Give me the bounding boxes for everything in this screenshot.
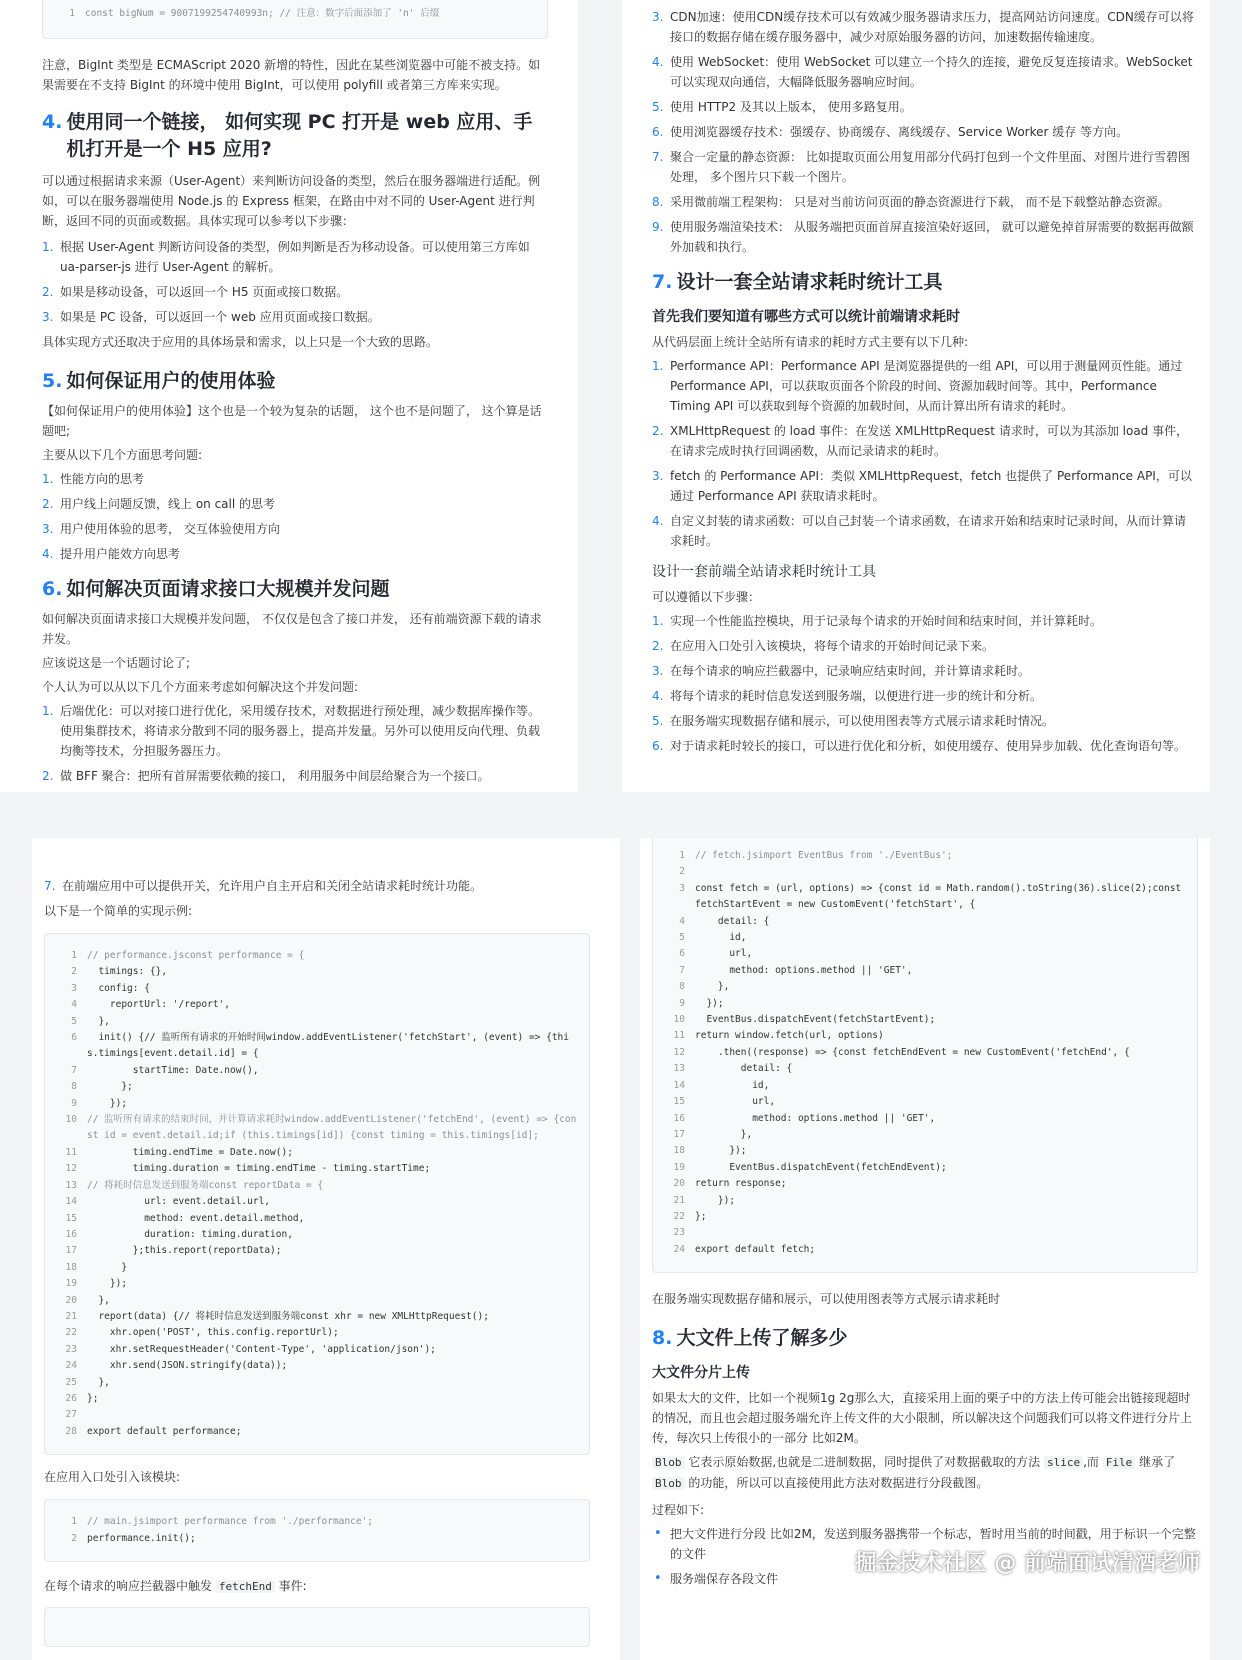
line-number: 19 xyxy=(65,1278,77,1290)
section-6-list xyxy=(42,701,548,786)
section-7-para: 从代码层面上统计全站所有请求的耗时方式主要有以下几种: xyxy=(652,335,969,349)
code-text xyxy=(87,1407,579,1423)
line-number: 11 xyxy=(673,1030,685,1042)
article-panel-bottom-left xyxy=(32,838,620,1660)
code-line xyxy=(663,1078,1187,1094)
section-6-list-continued xyxy=(652,7,1196,257)
code-text: }); xyxy=(695,997,724,1009)
code-text: xhr.open('POST', this.config.reportUrl); xyxy=(87,1327,339,1339)
line-number: 2 xyxy=(679,866,685,878)
code-text: detail: { xyxy=(695,1063,793,1075)
section-7-list-a xyxy=(652,356,1196,551)
code-block-main xyxy=(44,1499,590,1562)
code-line xyxy=(55,1293,579,1309)
code-line xyxy=(55,1358,579,1374)
line-number: 2 xyxy=(71,966,77,978)
code-line xyxy=(55,997,579,1013)
code-text: }, xyxy=(87,1015,110,1027)
code-text: .then((response) => {const fetchEndEvent = new CustomEvent('fetchEnd', { xyxy=(695,1046,1130,1058)
list-item: • 把大文件进行分段 比如2M，发送到服务器携带一个标志，暂时用当前的时间戳，用于标识一个完整的文件 xyxy=(654,1526,1196,1562)
code-line xyxy=(55,1325,579,1341)
article-panel-top-left xyxy=(0,0,578,792)
line-number: 24 xyxy=(673,1243,685,1255)
code-line xyxy=(663,914,1187,930)
code-text: }); xyxy=(87,1278,128,1290)
section-7-heading: 7. 设计一套全站请求耗时统计工具 xyxy=(652,271,943,293)
code-text: } xyxy=(87,1261,128,1273)
code-line xyxy=(55,1079,579,1095)
section-5-para: 【如何保证用户的使用体验】这个也是一个较为复杂的话题， 这个也不是问题了， 这个算是话题吧; xyxy=(42,404,542,439)
code-text: method: options.method || 'GET', xyxy=(695,964,913,976)
section-4-list xyxy=(42,237,548,327)
list-item: 4. 自定义封装的请求函数：可以自己封装一个请求函数，在请求开始和结束时记录时间，从而计算请求耗时。 xyxy=(652,514,1187,548)
list-item: 3. 如果是 PC 设备，可以返回一个 web 应用页面或接口数据。 xyxy=(42,310,380,325)
line-number: 26 xyxy=(65,1392,77,1404)
code-text: }); xyxy=(695,1145,747,1157)
line-number: 11 xyxy=(65,1146,77,1158)
code-text: url, xyxy=(695,1096,776,1108)
line-number: 9 xyxy=(71,1097,77,1109)
list-item: 3. CDN加速：使用CDN缓存技术可以有效减少服务器请求压力，提高网站访问速度。CDN缓存可以将接口的数据存储在缓存服务器中，减少对原始服务器的访问，加速数据传输速度。 xyxy=(652,10,1194,44)
section-5-heading: 5. 如何保证用户的使用体验 xyxy=(42,370,276,393)
code-line xyxy=(55,1211,579,1227)
list-item: 2. 如果是移动设备，可以返回一个 H5 页面或接口数据。 xyxy=(42,285,349,300)
line-number: 23 xyxy=(65,1343,77,1355)
code-line xyxy=(55,948,579,964)
line-number: 3 xyxy=(71,982,77,994)
code-text: const fetch = (url, options) => {const id = Math.random().toString(36).slice(2);const fetchStartEvent = new CustomEvent('fetchStart', { xyxy=(695,882,1187,911)
code-text: performance.init(); xyxy=(87,1532,196,1544)
article-panel-top-right xyxy=(622,0,1210,792)
code-text: init() {// 监听所有请求的开始时间window.addEventListener('fetchStart', (event) => {this.timings[event.detail.id] = { xyxy=(87,1032,570,1060)
code-text xyxy=(695,1225,1187,1241)
code-text: url, xyxy=(695,948,753,960)
line-number: 14 xyxy=(673,1079,685,1091)
line-number: 17 xyxy=(673,1128,685,1140)
code-text: // fetch.jsimport EventBus from './EventBus'; xyxy=(695,850,953,861)
list-item: 8. 采用微前端工程架构： 只是对当前访问页面的静态资源进行下载， 而不是下载整站静态资源。 xyxy=(652,195,1170,209)
code-line xyxy=(55,1375,579,1391)
list-item: 5. 在服务端实现数据存储和展示，可以使用图表等方式展示请求耗时情况。 xyxy=(652,714,1055,728)
code-line xyxy=(663,864,1187,880)
line-number: 5 xyxy=(679,932,685,944)
line-number: 1 xyxy=(679,850,685,861)
line-number: 21 xyxy=(65,1310,77,1322)
code-text: config: { xyxy=(87,982,150,994)
line-number: 9 xyxy=(679,997,685,1009)
code-block-performance xyxy=(44,933,590,1455)
list-item: 2. 用户线上问题反馈，线上 on call 的思考 xyxy=(42,497,276,512)
code-line xyxy=(663,848,1187,864)
line-number: 10 xyxy=(65,1114,77,1126)
code-line xyxy=(55,981,579,997)
list-item: 1. Performance API：Performance API 是浏览器提供的一组 API，可以用于测量网页性能。通过 Performance API，可以获取页面各个阶段的时间、资源加载时间等。其中，Performance Timing API 可以获取到每个资源的加载时间，从而计算出所有请求的耗时。 xyxy=(652,359,1183,413)
line-number: 13 xyxy=(65,1179,77,1191)
line-number: 17 xyxy=(65,1245,77,1257)
line-number: 1 xyxy=(71,1516,77,1528)
code-line: 1 const bigNum = 9007199254740993n; // 注意：数字后面添加了 'n' 后缀 xyxy=(69,8,440,19)
list-item: 7. 在前端应用中可以提供开关，允许用户自主开启和关闭全站请求耗时统计功能。 xyxy=(44,879,483,893)
code-text: id, xyxy=(695,1079,770,1091)
line-number: 15 xyxy=(673,1096,685,1108)
list-item: 6. 使用浏览器缓存技术：强缓存、协商缓存、离线缓存、Service Worker 缓存 等方向。 xyxy=(652,125,1129,139)
code-line xyxy=(663,1111,1187,1127)
line-number: 15 xyxy=(65,1212,77,1224)
section-8-para-blob: Blob 它表示原始数据,也就是二进制数据，同时提供了对数据截取的方法 slice ,而 File 继承了 Blob 的功能，所以可以直接使用此方法对数据进行分段截图。 xyxy=(652,1452,1198,1494)
code-line xyxy=(55,1030,579,1063)
code-text: report(data) {// 将耗时信息发送到服务端const xhr = new XMLHttpRequest(); xyxy=(87,1310,489,1322)
line-number: 7 xyxy=(679,964,685,976)
list-item: 4. 提升用户能效方向思考 xyxy=(42,547,181,562)
line-number: 28 xyxy=(65,1425,77,1437)
article-panel-bottom-right xyxy=(640,838,1210,1660)
code-line xyxy=(663,1193,1187,1209)
line-number: 8 xyxy=(71,1081,77,1093)
code-line xyxy=(663,996,1187,1012)
line-number: 22 xyxy=(673,1210,685,1222)
section-6-para: 个人认为可以从以下几个方面来考虑如何解决这个并发问题: xyxy=(42,680,359,695)
code-text: timing.endTime = Date.now(); xyxy=(87,1146,293,1158)
list-item: 1. 后端优化：可以对接口进行优化，采用缓存技术，对数据进行预处理，减少数据库操作等。使用集群技术，将请求分散到不同的服务器上，提高并发量。另外可以使用反向代理、负载均衡等技术，分担服务器压力。 xyxy=(42,704,541,759)
section-6-heading: 6. 如何解决页面请求接口大规模并发问题 xyxy=(42,578,390,601)
code-text: // main.jsimport performance from './performance'; xyxy=(87,1516,373,1528)
code-text: timing.duration = timing.endTime - timing.startTime; xyxy=(87,1163,431,1175)
code-block-fetch xyxy=(652,838,1198,1273)
list-item: 3. 在每个请求的响应拦截器中，记录响应结束时间，并计算请求耗时。 xyxy=(652,664,1031,678)
code-text: return window.fetch(url, options) xyxy=(695,1030,884,1042)
code-line xyxy=(663,881,1187,914)
code-block-partial xyxy=(44,1607,590,1647)
code-line xyxy=(55,1194,579,1210)
line-number: 4 xyxy=(679,915,685,927)
code-text: EventBus.dispatchEvent(fetchStartEvent); xyxy=(695,1014,936,1026)
code-line xyxy=(55,1407,579,1423)
list-item: 3. fetch 的 Performance API：类似 XMLHttpRequest，fetch 也提供了 Performance API，可以通过 Performance API 获取请求耗时。 xyxy=(652,469,1192,503)
line-number: 2 xyxy=(71,1532,77,1544)
section-4-heading: 4. 使用同一个链接， 如何实现 PC 打开是 web 应用、手机打开是一个 H5 应用? xyxy=(42,111,533,161)
list-item: 7. 聚合一定量的静态资源： 比如提取页面公用复用部分代码打包到一个文件里面、对图片进行雪碧图处理， 多个图片只下载一个图片。 xyxy=(652,150,1190,184)
code-text xyxy=(695,864,1187,880)
code-text: method: event.detail.method, xyxy=(87,1212,305,1224)
code-text: xhr.setRequestHeader('Content-Type', 'application/json'); xyxy=(87,1343,436,1355)
line-number: 12 xyxy=(673,1046,685,1058)
section-6-para: 应该说这是一个话题讨论了; xyxy=(42,656,191,671)
list-item: 2. 在应用入口处引入该模块，将每个请求的开始时间记录下来。 xyxy=(652,639,995,653)
list-item: 6. 对于请求耗时较长的接口，可以进行优化和分析，如使用缓存、使用异步加载、优化查询语句等。 xyxy=(652,739,1187,753)
code-line xyxy=(55,1531,579,1547)
code-line xyxy=(663,1176,1187,1192)
section-4-outro: 具体实现方式还取决于应用的具体场景和需求，以上只是一个大致的思路。 xyxy=(42,335,439,350)
code-text: xhr.send(JSON.stringify(data)); xyxy=(87,1360,288,1372)
line-number: 6 xyxy=(679,948,685,960)
list-item: 9. 使用服务端渲染技术： 从服务端把页面首屏直接渲染好返回， 就可以避免掉首屏需要的数据再做额外加载和执行。 xyxy=(652,220,1194,254)
code-line xyxy=(55,1014,579,1030)
code-line xyxy=(55,1391,579,1407)
code-line xyxy=(663,1143,1187,1159)
line-number: 20 xyxy=(65,1294,77,1306)
code-text: // performance.jsconst performance = { xyxy=(87,950,305,961)
code-line xyxy=(55,1342,579,1358)
code-text: id, xyxy=(695,932,747,944)
code-line xyxy=(663,1045,1187,1061)
inline-code: Blob xyxy=(652,1477,685,1490)
line-number: 24 xyxy=(65,1360,77,1372)
code-line xyxy=(55,1145,579,1161)
list-item: 3. 用户使用体验的思考， 交互体验使用方向 xyxy=(42,522,280,537)
code-line xyxy=(55,1514,579,1530)
code-text: export default fetch; xyxy=(695,1243,816,1255)
line-number: 22 xyxy=(65,1327,77,1339)
section-5-para: 主要从以下几个方面思考问题: xyxy=(42,448,203,463)
code-line xyxy=(55,1112,579,1145)
code-line xyxy=(663,963,1187,979)
entry-para: 在应用入口处引入该模块: xyxy=(44,1470,181,1485)
code-line xyxy=(663,930,1187,946)
code-text: EventBus.dispatchEvent(fetchEndEvent); xyxy=(695,1161,947,1173)
code-line xyxy=(663,1225,1187,1241)
line-number: 16 xyxy=(65,1228,77,1240)
code-line xyxy=(663,1061,1187,1077)
code-line xyxy=(663,1094,1187,1110)
section-7-list-b xyxy=(652,611,1196,756)
line-number: 21 xyxy=(673,1194,685,1206)
code-line xyxy=(55,1161,579,1177)
inline-code: File xyxy=(1103,1456,1136,1469)
inline-code: fetchEnd xyxy=(216,1580,275,1593)
code-line xyxy=(55,964,579,980)
code-block-bignum xyxy=(42,0,548,39)
line-number: 6 xyxy=(71,1032,77,1044)
line-number: 3 xyxy=(679,882,685,894)
line-number: 13 xyxy=(673,1063,685,1075)
trigger-para: 在每个请求的响应拦截器中触发 fetchEnd 事件: xyxy=(44,1579,307,1593)
code-line xyxy=(663,1012,1187,1028)
code-text: }); xyxy=(87,1097,128,1109)
code-text: }); xyxy=(695,1194,736,1206)
code-text: duration: timing.duration, xyxy=(87,1228,293,1240)
code-line xyxy=(663,1028,1187,1044)
section-8-subheading: 大文件分片上传 xyxy=(652,1365,750,1382)
code-text: }, xyxy=(87,1376,110,1388)
code-text: }; xyxy=(695,1210,707,1222)
line-number: 23 xyxy=(673,1227,685,1239)
code-text: }; xyxy=(87,1081,133,1093)
code-line xyxy=(55,1260,579,1276)
code-line xyxy=(55,1096,579,1112)
section-6-para: 如何解决页面请求接口大规模并发问题， 不仅仅是包含了接口并发， 还有前端资源下载的请求并发。 xyxy=(42,612,542,647)
list-item: 1. 根据 User-Agent 判断访问设备的类型，例如判断是否为移动设备。可以使用第三方库如 ua-parser-js 进行 User-Agent 的解析。 xyxy=(42,240,530,275)
code-text: }, xyxy=(87,1294,110,1306)
section-7-list-b-continued xyxy=(44,876,590,896)
list-item: 4. 将每个请求的耗时信息发送到服务端，以便进行进一步的统计和分析。 xyxy=(652,689,1043,703)
code-text: reportUrl: '/report', xyxy=(87,999,230,1011)
line-number: 14 xyxy=(65,1196,77,1208)
code-text: }, xyxy=(695,981,730,993)
code-text: // 监听所有请求的结束时间，并计算请求耗时window.addEventListener('fetchEnd', (event) => {const id = event.detail.id;if (this.timings[id]) {const timing = this.timings[id]; xyxy=(87,1114,577,1142)
line-number: 16 xyxy=(673,1112,685,1124)
list-item: 2. 做 BFF 聚合：把所有首屏需要依赖的接口， 利用服务中间层给聚合为一个接口。 xyxy=(42,769,490,784)
section-8-para: 过程如下: xyxy=(652,1503,705,1518)
inline-code: Blob xyxy=(652,1456,685,1469)
list-item: • 服务端保存各段文件 xyxy=(654,1571,779,1587)
line-number: 4 xyxy=(71,999,77,1011)
code-text: startTime: Date.now(), xyxy=(87,1064,259,1076)
code-text: // 将耗时信息发送到服务端const reportData = { xyxy=(87,1179,324,1191)
section-5-list xyxy=(42,469,548,564)
code-line xyxy=(55,1243,579,1259)
line-number: 27 xyxy=(65,1409,77,1421)
section-4-intro: 可以通过根据请求来源（User-Agent）来判断访问设备的类型，然后在服务器端进行适配。例如，可以在服务器端使用 Node.js 的 Express 框架，在路由中对不同的 User-Agent 进行判断，返回不同的页面或数据。具体实现可以参考以下步骤： xyxy=(42,174,541,229)
section-7-subheading: 首先我们要知道有哪些方式可以统计前端请求耗时 xyxy=(652,309,960,325)
code-text: method: options.method || 'GET', xyxy=(695,1112,936,1124)
line-number: 5 xyxy=(71,1015,77,1027)
code-line xyxy=(55,1424,579,1440)
code-text: }, xyxy=(695,1128,753,1140)
code-line xyxy=(663,1242,1187,1258)
code-text: detail: { xyxy=(695,915,770,927)
code-line xyxy=(55,1063,579,1079)
line-number: 12 xyxy=(65,1163,77,1175)
line-number: 25 xyxy=(65,1376,77,1388)
watermark: 掘金技术社区 @ 前端面试清酒老师 xyxy=(854,1551,1200,1576)
code-line xyxy=(663,1209,1187,1225)
section-7-para: 可以遵循以下步骤： xyxy=(652,590,761,604)
inline-code: slice xyxy=(1044,1456,1083,1469)
line-number: 7 xyxy=(71,1064,77,1076)
example-intro: 以下是一个简单的实现示例: xyxy=(44,904,193,918)
code-text: };this.report(reportData); xyxy=(87,1245,282,1257)
code-line xyxy=(663,979,1187,995)
list-item: 2. XMLHttpRequest 的 load 事件：在发送 XMLHttpRequest 请求时，可以为其添加 load 事件，在请求完成时执行回调函数，从而记录请求的耗时。 xyxy=(652,424,1189,458)
code-text: }; xyxy=(87,1392,99,1404)
section-8-para: 如果太大的文件，比如一个视频1g 2g那么大，直接采用上面的栗子中的方法上传可能会出链接现超时的情况，而且也会超过服务端允许上传文件的大小限制，所以解决这个问题我们可以将文件进行分片上传，每次只上传很小的一部分 比如2M。 xyxy=(652,1391,1193,1446)
list-item: 5. 使用 HTTP2 及其以上版本， 使用多路复用。 xyxy=(652,100,912,114)
server-para: 在服务端实现数据存储和展示，可以使用图表等方式展示请求耗时 xyxy=(652,1292,1001,1307)
code-line xyxy=(663,946,1187,962)
code-line xyxy=(663,1127,1187,1143)
line-number: 18 xyxy=(65,1261,77,1273)
code-text: export default performance; xyxy=(87,1425,242,1437)
line-number: 8 xyxy=(679,981,685,993)
line-number: 18 xyxy=(673,1145,685,1157)
code-line xyxy=(663,1160,1187,1176)
code-line xyxy=(55,1227,579,1243)
section-7-subheading: 设计一套前端全站请求耗时统计工具 xyxy=(652,564,876,580)
code-text: return response; xyxy=(695,1178,787,1190)
code-line xyxy=(55,1276,579,1292)
list-item: 1. 实现一个性能监控模块，用于记录每个请求的开始时间和结束时间，并计算耗时。 xyxy=(652,614,1103,628)
code-line xyxy=(55,1178,579,1194)
bigint-note: 注意，BigInt 类型是 ECMAScript 2020 新增的特性，因此在某些浏览器中可能不被支持。如果需要在不支持 BigInt 的环境中使用 BigInt，可以使用 polyfill 或者第三方库来实现。 xyxy=(42,58,541,93)
page-divider xyxy=(0,792,1242,838)
code-line xyxy=(55,1309,579,1325)
list-item: 4. 使用 WebSocket：使用 WebSocket 可以建立一个持久的连接，避免反复连接请求。WebSocket 可以实现双向通信，大幅降低服务器响应时间。 xyxy=(652,55,1193,89)
code-text: url: event.detail.url, xyxy=(87,1196,271,1208)
line-number: 19 xyxy=(673,1161,685,1173)
section-8-heading: 8. 大文件上传了解多少 xyxy=(652,1327,848,1350)
line-number: 10 xyxy=(673,1014,685,1026)
list-item: 1. 性能方向的思考 xyxy=(42,472,145,487)
line-number: 1 xyxy=(71,950,77,961)
code-text: timings: {}, xyxy=(87,966,168,978)
line-number: 20 xyxy=(673,1178,685,1190)
